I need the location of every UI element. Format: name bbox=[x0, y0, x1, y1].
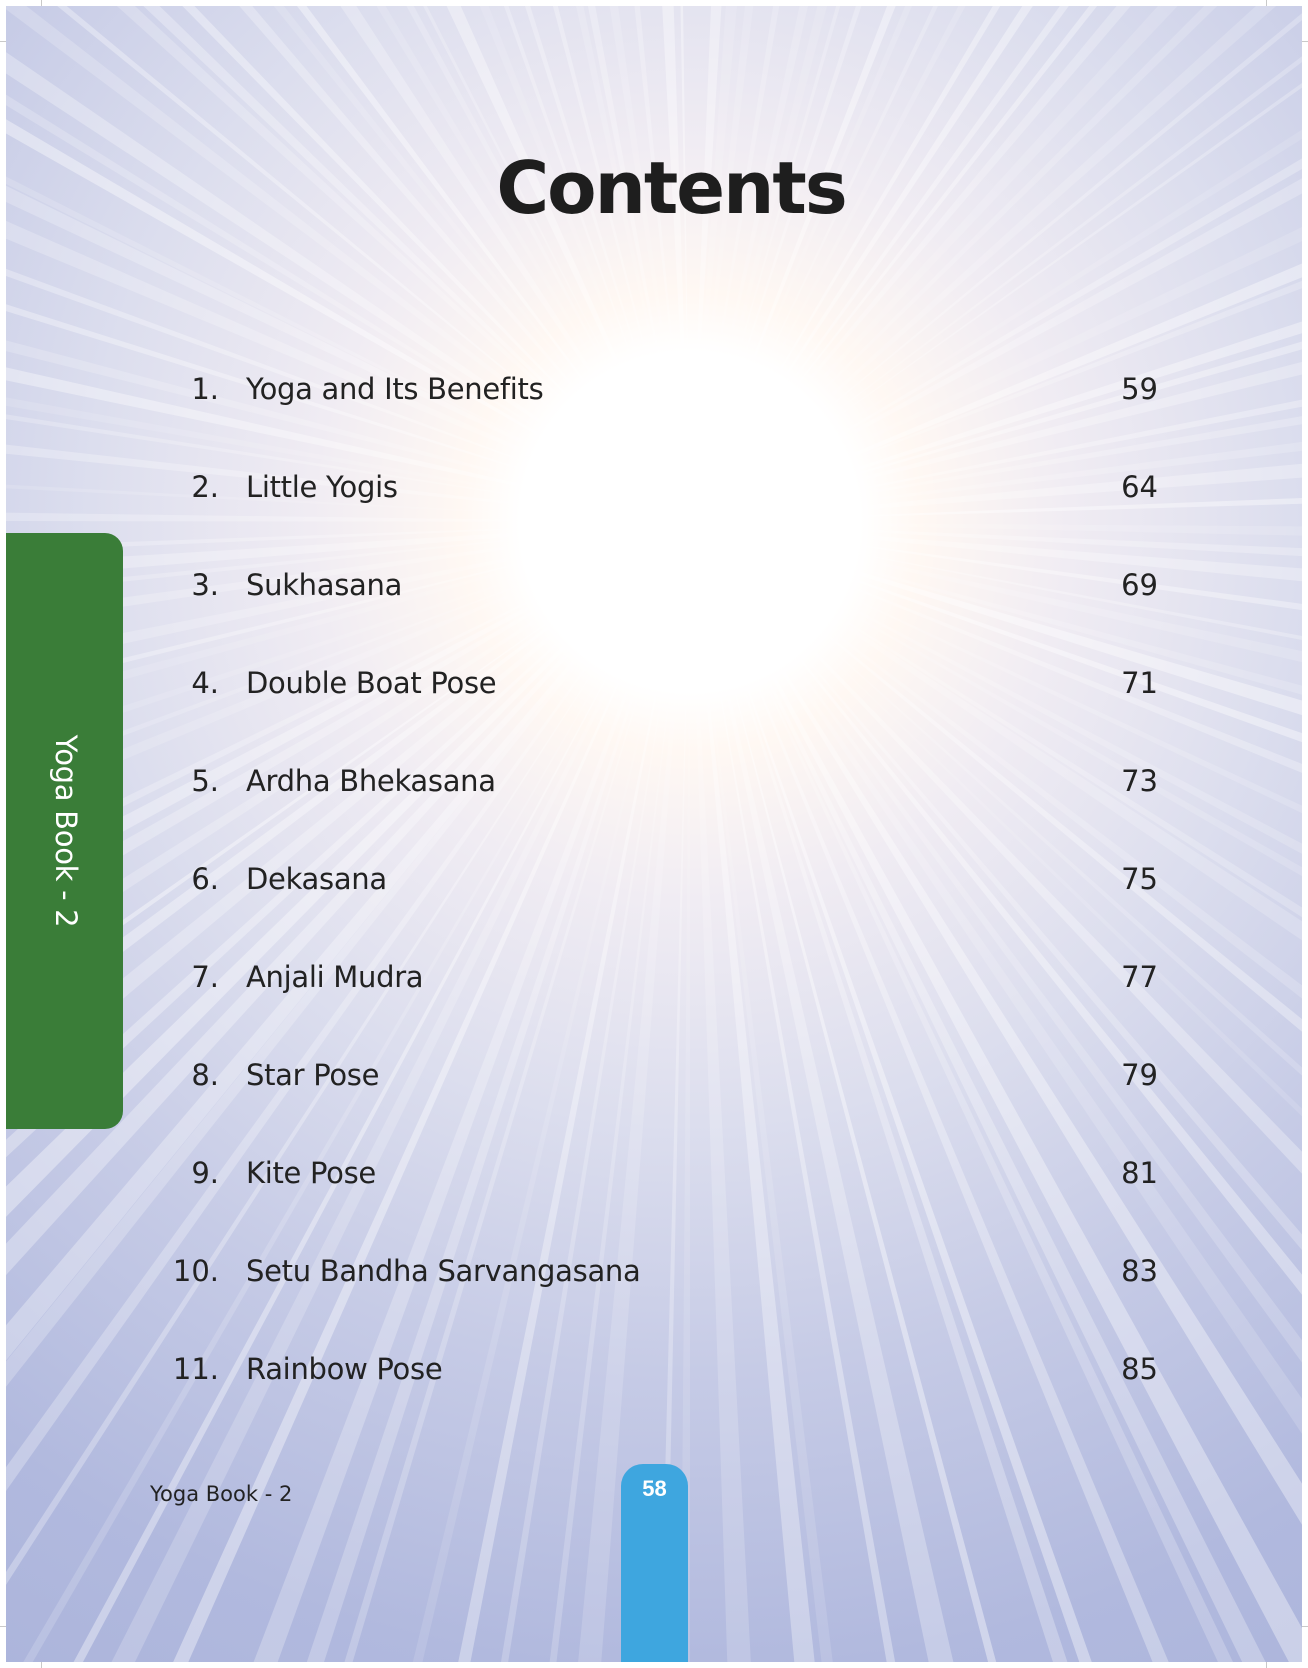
toc-entry-page: 77 bbox=[1121, 960, 1158, 994]
toc-entry-title: Sukhasana bbox=[246, 568, 403, 602]
page-title: Contents bbox=[496, 146, 846, 230]
table-of-contents bbox=[6, 6, 1302, 1662]
toc-entry-number: 1. bbox=[191, 372, 219, 406]
toc-entry-page: 73 bbox=[1121, 764, 1158, 798]
toc-entry bbox=[6, 764, 1302, 814]
toc-entry-title: Rainbow Pose bbox=[246, 1352, 443, 1386]
toc-entry-number: 8. bbox=[191, 1058, 219, 1092]
toc-entry-number: 11. bbox=[172, 1352, 219, 1386]
toc-entry-title: Little Yogis bbox=[246, 470, 398, 504]
toc-entry bbox=[6, 372, 1302, 422]
toc-entry-page: 85 bbox=[1121, 1352, 1158, 1386]
toc-entry-title: Setu Bandha Sarvangasana bbox=[246, 1254, 641, 1288]
toc-entry-number: 5. bbox=[191, 764, 219, 798]
toc-entry-page: 83 bbox=[1121, 1254, 1158, 1288]
toc-entry-title: Anjali Mudra bbox=[246, 960, 424, 994]
page-number: 58 bbox=[642, 1476, 667, 1501]
toc-entry-title: Dekasana bbox=[246, 862, 387, 896]
toc-entry-page: 79 bbox=[1121, 1058, 1158, 1092]
toc-entry-number: 7. bbox=[191, 960, 219, 994]
toc-entry-number: 10. bbox=[172, 1254, 219, 1288]
toc-entry-title: Double Boat Pose bbox=[246, 666, 497, 700]
side-tab-label: Yoga Book - 2 bbox=[49, 734, 83, 928]
toc-entry-page: 75 bbox=[1121, 862, 1158, 896]
toc-entry bbox=[6, 862, 1302, 912]
toc-entry-number: 6. bbox=[191, 862, 219, 896]
toc-entry-number: 4. bbox=[191, 666, 219, 700]
contents-page bbox=[6, 6, 1302, 1662]
toc-entry-title: Ardha Bhekasana bbox=[246, 764, 496, 798]
toc-entry bbox=[6, 1058, 1302, 1108]
toc-entry bbox=[6, 470, 1302, 520]
footer-book-title: Yoga Book - 2 bbox=[150, 1482, 293, 1506]
toc-entry-page: 81 bbox=[1121, 1156, 1158, 1190]
toc-entry-title: Yoga and Its Benefits bbox=[246, 372, 544, 406]
toc-entry-number: 9. bbox=[191, 1156, 219, 1190]
toc-entry-title: Kite Pose bbox=[246, 1156, 376, 1190]
toc-entry-number: 2. bbox=[191, 470, 219, 504]
toc-entry-number: 3. bbox=[191, 568, 219, 602]
toc-entry-page: 64 bbox=[1121, 470, 1158, 504]
toc-entry-page: 71 bbox=[1121, 666, 1158, 700]
toc-entry-title: Star Pose bbox=[246, 1058, 380, 1092]
toc-entry-page: 69 bbox=[1121, 568, 1158, 602]
page-number-tab bbox=[621, 1464, 688, 1662]
toc-entry bbox=[6, 960, 1302, 1010]
toc-entry-page: 59 bbox=[1121, 372, 1158, 406]
toc-entry bbox=[6, 666, 1302, 716]
toc-entry bbox=[6, 1156, 1302, 1206]
toc-entry bbox=[6, 568, 1302, 618]
toc-entry bbox=[6, 1254, 1302, 1304]
toc-entry bbox=[6, 1352, 1302, 1402]
